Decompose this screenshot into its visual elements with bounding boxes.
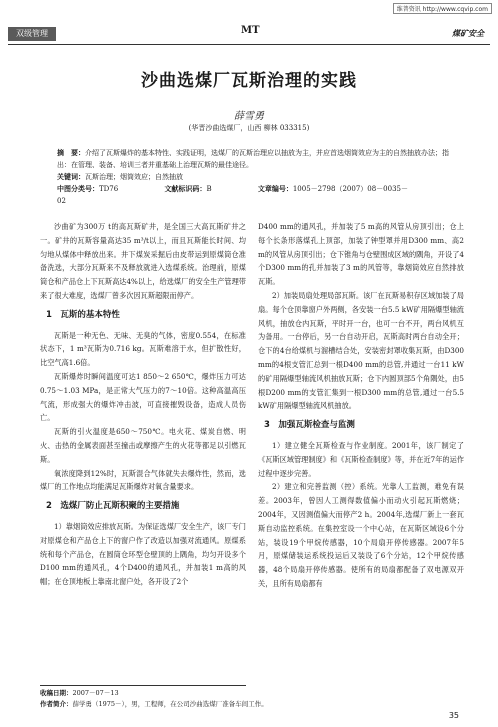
received-label: 收稿日期： bbox=[40, 689, 73, 697]
left-column bbox=[40, 220, 246, 589]
footnote bbox=[40, 688, 460, 710]
section-heading: 1 瓦斯的基本特性 bbox=[46, 309, 120, 320]
page-number: 35 bbox=[448, 711, 459, 720]
right-column bbox=[258, 220, 464, 591]
article-affiliation: (华晋沙曲选煤厂，山西 柳林 033315) bbox=[188, 124, 310, 132]
author-bio-line bbox=[40, 699, 460, 710]
section-heading: 3 加强瓦斯检查与监测 bbox=[264, 420, 355, 431]
journal-name: 煤矿安全 bbox=[452, 29, 484, 38]
paragraph: 2）加装局扇处理局部瓦斯。该厂在瓦斯易积存区域加装了局扇。每个仓顶靠窗户外两侧，各安装一台5.5 kW矿用隔爆型轴流风机，抽放仓内瓦斯，平时开一台，也可一台不开，两台风机互为备用。一台停后，另一台自动开启，瓦斯高时两台自动全开；仓下的4台给煤机与溜槽结合处，安装密封罩收集瓦斯，由D300 mm的4根支管汇总到一根D400 mm的总管,并通过一台11 kW的矿用隔爆型轴流风机抽放瓦斯；仓下内圆顶部5个角隅处，由5根D200 mm的支管汇集到一根D300 mm的总管,通过一台5.5 kW矿用隔爆型轴流风机抽放。 bbox=[258, 290, 464, 411]
journal-logo: MT bbox=[241, 25, 260, 36]
author-bio-label: 作者简介： bbox=[40, 700, 73, 708]
article-author: 薛雪勇 bbox=[234, 111, 264, 122]
abstract bbox=[57, 147, 452, 171]
received-line bbox=[40, 688, 460, 699]
doc-code-label: 文献标识码： bbox=[164, 185, 207, 193]
clc-value: TD76 bbox=[99, 185, 119, 193]
paragraph: 瓦斯的引火温度是650～750℃。电火花、煤炭自燃、明火、击热的金属表面甚至撞击或摩擦产生的火花等都足以引燃瓦斯。 bbox=[40, 427, 246, 464]
paragraph: 瓦斯爆炸时瞬间温度可达1 850～2 650℃，爆炸压力可达0.75～1.03 MPa，是正常大气压力的7～10倍。这种高温高压气流，形成强大的爆炸冲击波，可直接摧毁设备，造成人员伤亡。 bbox=[40, 371, 246, 423]
doc-code-value: B bbox=[206, 185, 212, 193]
author-bio: 薛学勇（1975－），男，工程师，在公司沙曲选煤厂准备车间工作。 bbox=[72, 700, 268, 708]
paragraph: 瓦斯是一种无色、无味、无臭的气体，密度0.554，在标准状态下，1 m³瓦斯为0.716 kg。瓦斯难溶于水，但扩散性好，比空气高1.6倍。 bbox=[40, 330, 246, 368]
article-no-label: 文章编号： bbox=[257, 185, 293, 193]
article-no-value: 1005－2798（2007）08－0035－02 bbox=[57, 185, 408, 205]
article-title: 沙曲选煤厂瓦斯治理的实践 bbox=[141, 71, 357, 91]
section-heading: 2 选煤厂防止瓦斯积聚的主要措施 bbox=[46, 501, 180, 512]
abstract-block bbox=[57, 147, 452, 207]
paragraph: 1）靠烟筒效应排放瓦斯。为保证选煤厂安全生产，该厂专门对原煤仓和产品仓上下的窗户作了改造以加强对流通风。原煤系统和每个产品仓，在圆筒仓环型仓壁顶的上隅角，均匀开设多个D100 mm的通风孔，4个D400的通风孔，并加装1 m高的风帽；在仓顶地板上靠南北窗户处，各开设了2个 bbox=[40, 521, 246, 587]
footnote-rule bbox=[40, 685, 246, 686]
header-rule bbox=[8, 44, 490, 45]
classification-line bbox=[57, 183, 452, 207]
paragraph: D400 mm的通风孔，并加装了5 m高的风管从房顶引出；仓上每个长条形落煤孔上顶部，加装了钟型罩并用D300 mm、高2 m的风管从房顶引出；仓下锥角与仓壁围成区域的隅角，开设了4个D300 mm的孔并加装了3 m的风管等，靠烟筒效应自然排放瓦斯。 bbox=[258, 222, 464, 287]
clc-label: 中图分类号： bbox=[57, 185, 99, 193]
received-date: 2007－07－13 bbox=[72, 689, 119, 697]
abstract-text: 介绍了瓦斯爆炸的基本特性、实践证明，选煤厂的瓦斯治理应以抽放为主，并应首选烟筒效应为主的自然抽放办法；指出：在管理、装备、培训三者并重基础上治理瓦斯的最佳途径。 bbox=[57, 149, 449, 169]
paragraph: 氧浓度降到12%时，瓦斯混合气体就失去爆炸性，然而，选煤厂的工作地点均能满足瓦斯爆炸对氧含量要求。 bbox=[40, 468, 246, 492]
paragraph: 1）建立健全瓦斯检查与作业制度。2001年，该厂制定了《瓦斯区域管理制度》和《瓦斯检查制度》等，并在近7年的运作过程中逐步完善。 bbox=[258, 440, 464, 478]
section-badge: 双级管理 bbox=[8, 27, 56, 41]
paragraph: 沙曲矿为300万 t的高瓦斯矿井，是全国三大高瓦斯矿井之一。矿井的瓦斯容量高达35 m³/t以上，而且瓦斯能长时间、均匀地从煤体中释放出来。井下煤炭采掘后由皮带运到原煤筒仓准备洗选，大部分瓦斯来不及释放就进入选煤系统。治理前，原煤筒仓和产品仓上下瓦斯高达4%以上，给选煤厂的安全生产管理带来了很大难度，选煤厂曾多次因瓦斯超限而停产。 bbox=[40, 222, 246, 300]
paragraph: 2）建立和完善监测（控）系统。光靠人工监测，难免有误差。2003年，曾因人工测得数值偏小而动火引起瓦斯燃烧；2004年，又因测值偏大而停产2 h。2004年,选煤厂新上一套瓦斯自动监控系统。在集控室设一个中心站，在瓦斯区域设6个分站，装设19个甲烷传感器，10个局扇开停传感器。2007年5月，原煤储装运系统投运后又装设了6个分站，12个甲烷传感器，48个局扇开停传感器。使所有的局扇都配备了双电源双开关，且所有局扇都有 bbox=[258, 482, 464, 588]
keywords-label: 关键词： bbox=[57, 173, 85, 181]
keywords bbox=[57, 171, 452, 183]
watermark: 维普资讯 http://www.cqvip.com bbox=[393, 3, 492, 14]
keywords-text: 瓦斯治理；烟筒效应；自然抽放 bbox=[85, 173, 183, 181]
abstract-label: 摘 要： bbox=[57, 149, 85, 157]
